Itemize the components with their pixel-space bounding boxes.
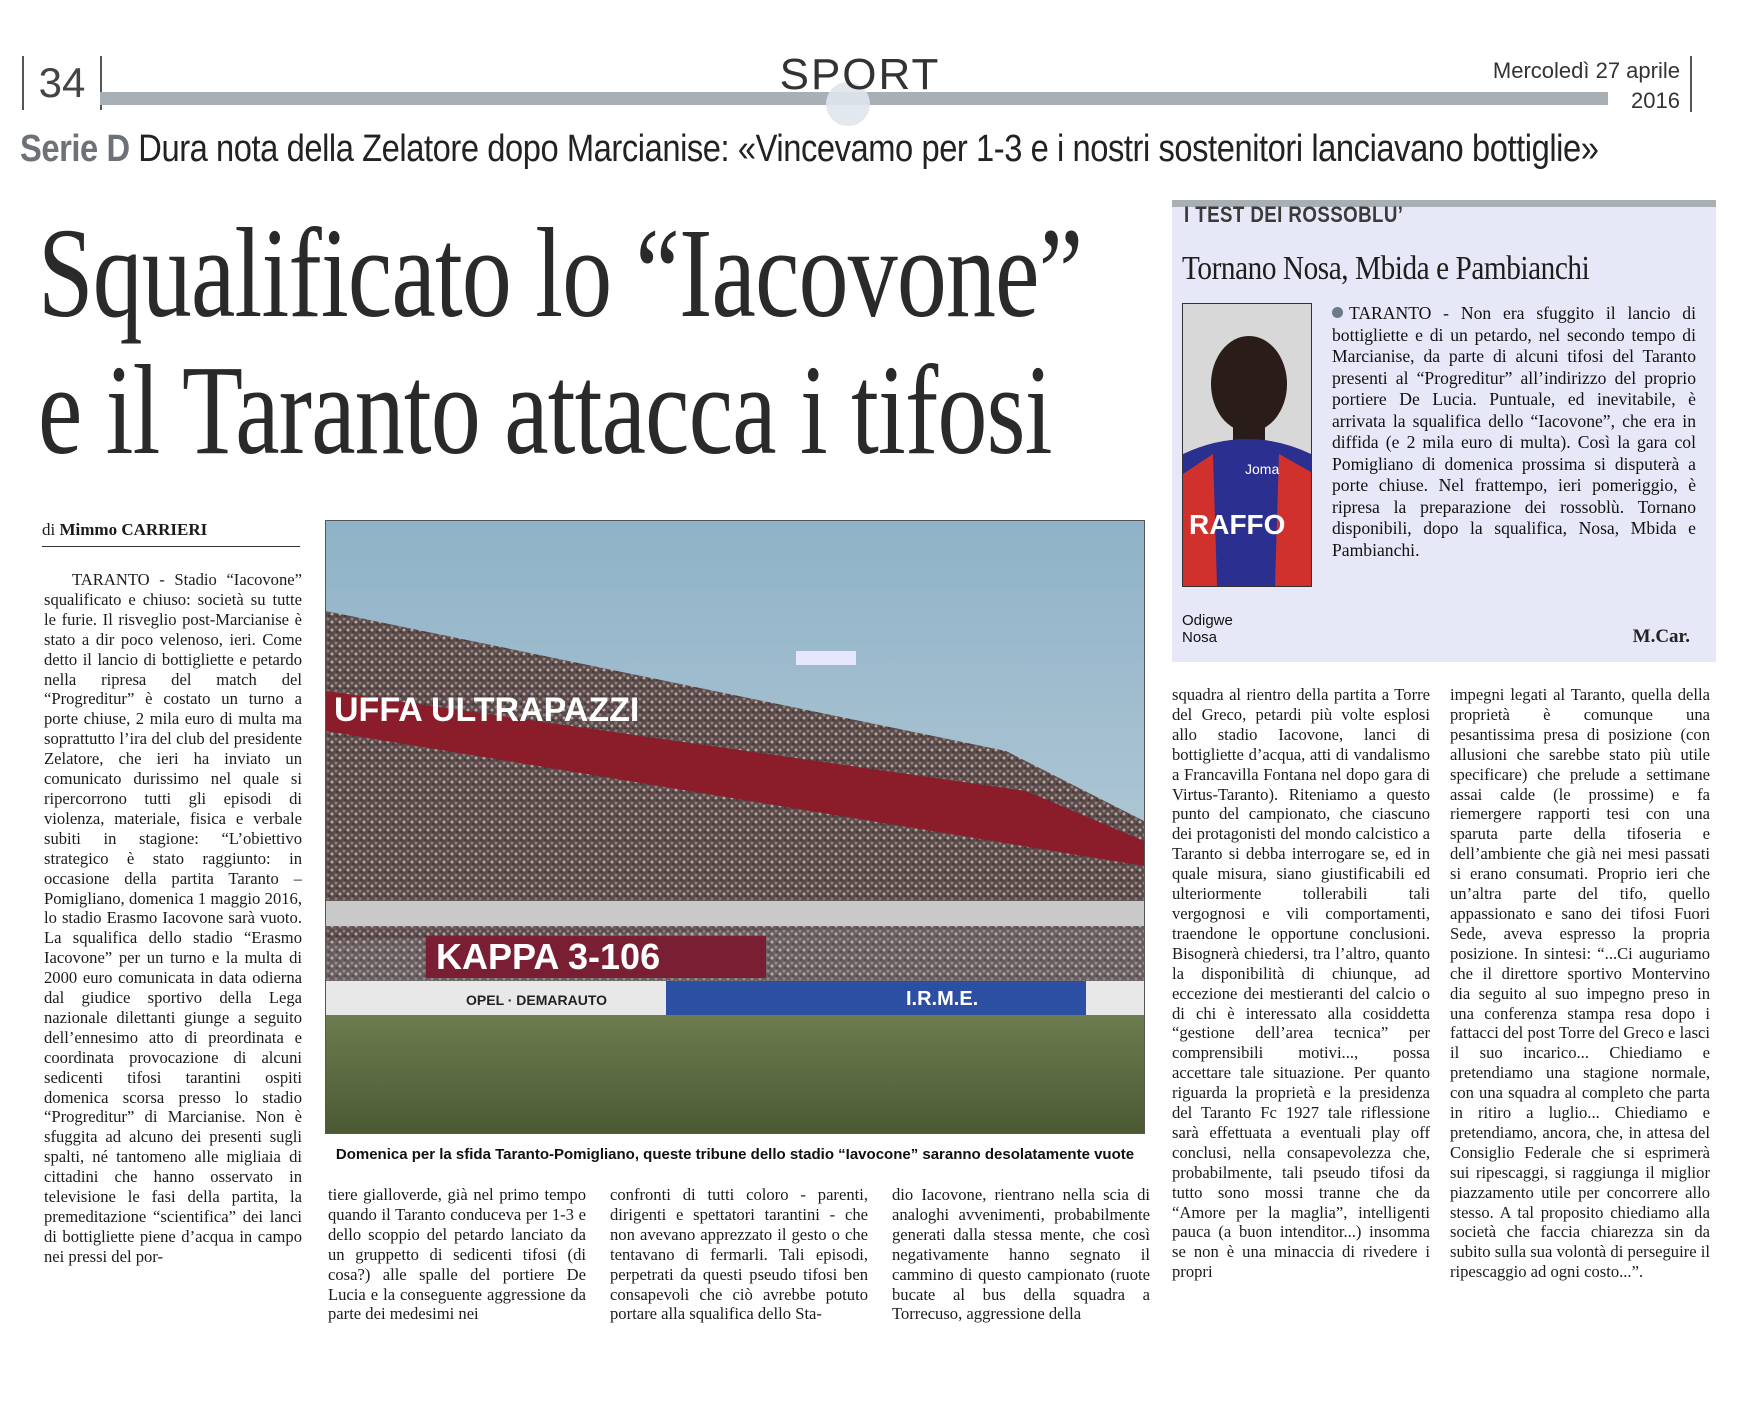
player-photo	[1182, 303, 1312, 587]
article-text-4: dio Iacovone, rientrano nella scia di analoghi avvenimenti, probabilmente generati dalla stessa mente, che così negativamente hanno segnato il cammino di questo campionato (ruote bucate al bus della squadra a Torrecuso, aggressione della	[892, 1185, 1150, 1324]
sidebar-label: I TEST DEI ROSSOBLU’	[1184, 202, 1404, 227]
jersey-sponsor: RAFFO	[1189, 509, 1286, 540]
player-portrait	[1183, 304, 1311, 586]
issue-date: Mercoledì 27 aprile	[1492, 58, 1680, 83]
sidebar-title: Tornano Nosa, Mbida e Pambianchi	[1182, 250, 1590, 287]
article-text-1: TARANTO - Stadio “Iacovone” squalificato e chiuso: società su tutte le furie. Il risveglio post-Marcianise è stato a dir poco velenoso, ieri. Come detto il lancio di bottigliette e petardo nella ripresa del match del “Progreditur” è costato un turno a porte chiuse, 2 mila euro di multa ma soprattutto l’ira del club del presidente Zelatore, che ieri ha inviato un comunicato durissimo nel quale si ripercorrono tutti gli episodi di violenza, materiale, fisica e verbale subiti in stagione: “L’obiettivo strategico è stato raggiunto: in occasione della partita Taranto – Pomigliano, domenica 1 maggio 2016, lo stadio Erasmo Iacovone sarà vuoto. La squalifica dello stadio “Erasmo Iacovone” per un turno e la multa di 2000 euro comunicata in data odierna dal giudice sportivo della Lega nazionale dilettanti giunge a seguito dell’ennesimo atto di preordinata e coordinata provocazione di alcuni sedicenti tifosi tarantini ospiti domenica scorsa presso lo stadio “Progreditur” di Marcianise. Non è sfuggita ad alcuno dei presenti sugli spalti, né tantomeno alle migliaia di cittadini che hanno osservato in televisione le fasi della partita, la premeditazione “scientifica” dei lanci di bottigliette piene d’acqua in campo nei pressi del por-	[44, 570, 302, 1266]
sidebar-signature: M.Car.	[1632, 626, 1690, 647]
byline-author: Mimmo CARRIERI	[59, 520, 208, 539]
article-text-6: impegni legati al Taranto, quella della proprietà è comunque una pesantissima presa di posizione (con allusioni che sarebbe stato più utile specificare) che prelude a settimane assai calde (le prossime) e fa riemergere rapporti tesi con una sparuta parte della tifoseria e dell’ambiente che già nei mesi passati si erano consumati. Proprio ieri che un’altra parte del tifo, quello appassionato e sano dei tifosi Fuori Sede, aveva espresso la propria posizione. In sintesi: “...Ci auguriamo che il direttore sportivo Montervino dia seguito al suo impegno preso in una conferenza stampa resa dopo i fattacci del post Torre del Greco e lasci il suo incarico... Chiediamo e pretendiamo una stagione normale, con una squadra al completo che parta in ritiro a luglio... Chiediamo e pretendiamo, ancora, che, in attesa del Consiglio Federale che si esprimerà sui ripescaggi, si raggiunga il miglior piazzamento utile per concorrere allo stesso. A tal proposito chiediamo alla società che faccia chiarezza sin da subito sulla sua volontà di perseguire il ripescaggio ad ogni costo...”.	[1450, 685, 1710, 1282]
issue-year: 2016	[1631, 88, 1680, 113]
jersey-brand: Joma	[1245, 461, 1280, 477]
stadium-illustration	[326, 521, 1144, 1133]
byline-prefix: di	[42, 520, 56, 539]
sidebar-text	[1332, 303, 1696, 561]
photo-banner-left: KAPPA 3-106	[436, 936, 661, 977]
headline-line-1: Squalificato lo “Iacovone”	[38, 202, 1083, 344]
headline-line-2: e il Taranto attacca i tifosi	[38, 339, 1052, 481]
player-first-name: Odigwe	[1182, 612, 1233, 629]
article-text-5: squadra al rientro della partita a Torre del Greco, petardi più volte esplosi allo stadio Iacovone, lanci di bottigliette d’acqua, atti di vandalismo a Francavilla Fontana nel dopo gara di Virtus-Taranto). Riteniamo a questo punto del campionato, che ciascuno dei protagonisti del mondo calcistico a Taranto si debba interrogare se, ed in quale misura, siano giustificabili ed ulteriormente tollerabili tali vergognosi e vili comportamenti, traendone le opportune conclusioni. Bisognerà chiedersi, tra l’altro, quanto la disponibilità di chiunque, ad eccezione dei mestieranti del calcio o di chi è interessato alla cosiddetta “gestione dell’area tecnica” per comprensibili motivi..., possa accettare tale situazione. Per quanto riguarda la proprietà e la presidenza del Taranto Fc 1927 tale riflessione sarà effettuata a eventuali play off conclusi, nella consapevolezza che, probabilmente, tali pseudo tifosi da tutto sono mossi tranne che da “Amore per la maglia”, intelligenti pauca (a buon intenditor...) insomma se non è una minaccia di rivedere i propri	[1172, 685, 1430, 1282]
byline	[42, 520, 300, 547]
article-column-4	[892, 1185, 1150, 1365]
article-column-6	[1450, 685, 1710, 1360]
photo-caption: Domenica per la sfida Taranto-Pomigliano, queste tribune dello stadio “Iavocone” saranno desolatamente vuote	[335, 1146, 1135, 1163]
sidebar-body: TARANTO - Non era sfuggito il lancio di bottigliette e di un petardo, nel secondo tempo di Marcianise, da parte di alcuni tifosi del Taranto presenti al “Progreditur” all’indirizzo del proprio portiere De Lucia. Puntuale, ed inevitabile, è arrivata la squalifica dello “Iacovone”, che era in diffida (e 2 mila euro di multa). Così la gara col Pomigliano di domenica prossima si disputerà a porte chiuse. Nel frattempo, ieri pomeriggio, è ripresa la preparazione dei rossoblù. Tornano disponibili, dopo la squalifica, Nosa, Mbida e Pambianchi.	[1332, 303, 1696, 560]
kicker-text: Dura nota della Zelatore dopo Marcianise: «Vincevamo per 1-3 e i nostri sostenitori lanciavano bottiglie»	[138, 128, 1599, 170]
article-column-2	[328, 1185, 586, 1365]
page-number: 34	[22, 56, 102, 110]
article-text-3: confronti di tutti coloro - parenti, dirigenti e spettatori tarantini - che non avevano apprezzato il gesto o che tentavano di fermarli. Tali episodi, perpetrati da questi pseudo tifosi ben consapevoli che ciò avrebbe potuto portare alla squalifica dello Sta-	[610, 1185, 868, 1324]
masthead-divider	[1690, 56, 1692, 112]
kicker	[20, 128, 1599, 171]
photo-ad-opel: OPEL · DEMARAUTO	[466, 992, 608, 1008]
article-column-1	[44, 570, 302, 1360]
section-title: SPORT	[779, 50, 941, 99]
photo-banner-top: UFFA ULTRAPAZZI	[334, 691, 640, 729]
kicker-category: Serie D	[20, 128, 130, 170]
bullet-icon	[1332, 307, 1343, 318]
stadium-photo	[325, 520, 1145, 1134]
player-photo-caption	[1182, 612, 1233, 646]
article-text-2: tiere gialloverde, già nel primo tempo quando il Taranto conduceva per 1-3 e dello scoppio del petardo lanciato da un gruppetto di sedicenti tifosi (di cosa?) alle spalle del portiere De Lucia e la conseguente aggressione da parte dei medesimi nei	[328, 1185, 586, 1324]
article-column-5	[1172, 685, 1430, 1360]
photo-ad-irme: I.R.M.E.	[906, 988, 979, 1010]
article-column-3	[610, 1185, 868, 1365]
player-last-name: Nosa	[1182, 629, 1218, 646]
